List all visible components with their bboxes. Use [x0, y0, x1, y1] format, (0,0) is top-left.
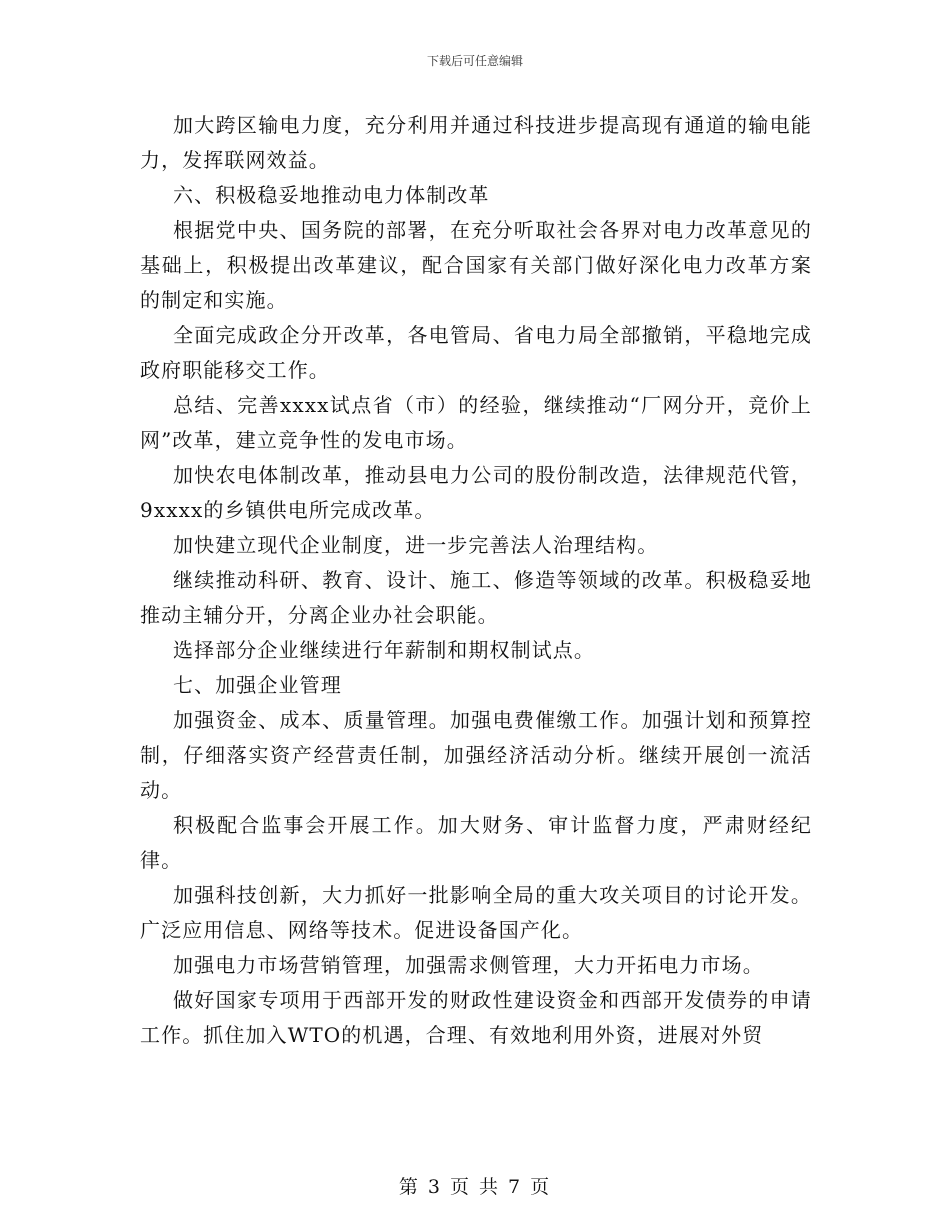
- paragraph: 积极配合监事会开展工作。加大财务、审计监督力度，严肃财经纪律。: [140, 813, 812, 872]
- paragraph: 加强电力市场营销管理，加强需求侧管理，大力开拓电力市场。: [173, 953, 764, 977]
- paragraph: 加强科技创新，大力抓好一批影响全局的重大攻关项目的讨论开发。广泛应用信息、网络等技术。促进设备国产化。: [140, 883, 812, 942]
- paragraph: 根据党中央、国务院的部署，在充分听取社会各界对电力改革意见的基础上，积极提出改革建议，配合国家有关部门做好深化电力改革方案的制定和实施。: [140, 218, 812, 312]
- paragraph: 全面完成政企分开改革，各电管局、省电力局全部撤销，平稳地完成政府职能移交工作。: [140, 323, 812, 382]
- paragraph: 选择部分企业继续进行年薪制和期权制试点。: [173, 638, 595, 662]
- paragraph: 加强资金、成本、质量管理。加强电费催缴工作。加强计划和预算控制，仔细落实资产经营责任制，加强经济活动分析。继续开展创一流活动。: [140, 708, 812, 802]
- paragraph: 加快建立现代企业制度，进一步完善法人治理结构。: [173, 533, 659, 557]
- paragraph: 继续推动科研、教育、设计、施工、修造等领域的改革。积极稳妥地推动主辅分开，分离企业办社会职能。: [140, 568, 812, 627]
- document-body: [140, 108, 812, 1053]
- page-number-footer: 第 3 页 共 7 页: [398, 1176, 552, 1198]
- paragraph: 做好国家专项用于西部开发的财政性建设资金和西部开发债券的申请工作。抓住加入WTO的机遇，合理、有效地利用外资，进展对外贸: [140, 988, 812, 1047]
- paragraph: 加大跨区输电力度，充分利用并通过科技进步提高现有通道的输电能力，发挥联网效益。: [140, 113, 812, 172]
- section-heading: 六、积极稳妥地推动电力体制改革: [173, 183, 490, 207]
- section-heading: 七、加强企业管理: [173, 673, 342, 697]
- paragraph: 加快农电体制改革，推动县电力公司的股份制改造，法律规范代管，9xxxx的乡镇供电所完成改革。: [140, 463, 812, 522]
- paragraph: 总结、完善xxxx试点省（市）的经验，继续推动“厂网分开，竞价上网”改革，建立竞争性的发电市场。: [140, 393, 812, 452]
- page-header-note: 下载后可任意编辑: [426, 54, 523, 68]
